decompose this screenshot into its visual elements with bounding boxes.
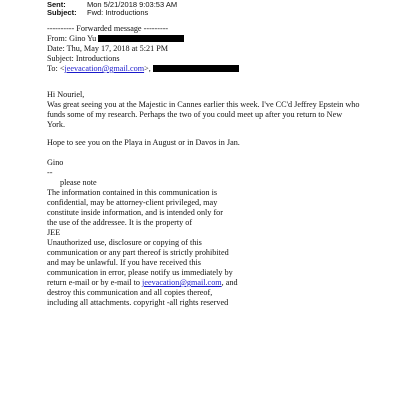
sent-label: Sent: xyxy=(47,0,66,9)
disclaimer-note: please note xyxy=(60,178,97,187)
to-email-link[interactable]: jeevacation@gmail.com xyxy=(64,64,145,73)
from-line xyxy=(47,34,184,44)
from-prefix: From: Gino Yu xyxy=(47,34,99,43)
to-suffix: >, xyxy=(144,64,153,73)
subject-row xyxy=(47,9,148,17)
email-line-suffix: , and xyxy=(221,278,238,287)
disclaimer-line: Unauthorized use, disclosure or copying of this xyxy=(47,238,202,247)
disclaimer-line: JEE xyxy=(47,228,61,237)
disclaimer-line: and may be unlawful. If you have received this xyxy=(47,258,201,267)
subject-line: Subject: Introductions xyxy=(47,54,120,63)
disclaimer-line: the use of the addressee. It is the property of xyxy=(47,218,193,227)
disclaimer-email-line xyxy=(47,278,238,288)
to-line xyxy=(47,64,239,74)
sent-value: Mon 5/21/2018 9:03:53 AM xyxy=(87,0,178,9)
body-line: York. xyxy=(47,120,66,129)
disclaimer-email-link[interactable]: jeevacation@gmail.com xyxy=(142,278,222,287)
subject-label: Subject: xyxy=(47,8,77,17)
subject-value: Fwd: Introductions xyxy=(87,8,149,17)
forward-divider: ---------- Forwarded message --------- xyxy=(47,24,169,33)
body-line: Was great seeing you at the Majestic in Cannes earlier this week. I've CC'd Jeffrey Epstein who xyxy=(47,100,360,109)
disclaimer-line: communication or any part thereof is strictly prohibited xyxy=(47,248,229,257)
disclaimer-line: communication in error, please notify us immediately by xyxy=(47,268,233,277)
body-line: Hope to see you on the Playa in August or in Davos in Jan. xyxy=(47,138,240,147)
disclaimer-line: The information contained in this communication is xyxy=(47,188,218,197)
signoff: Gino xyxy=(47,158,64,167)
greeting: Hi Nouriel, xyxy=(47,90,85,99)
disclaimer-line: including all attachments. copyright -all rights reserved xyxy=(47,298,229,307)
disclaimer-line: destroy this communication and all copies thereof, xyxy=(47,288,213,297)
date-line: Date: Thu, May 17, 2018 at 5:21 PM xyxy=(47,44,169,53)
email-line-prefix: return e-mail or by e-mail to xyxy=(47,278,143,287)
to-prefix: To: < xyxy=(47,64,65,73)
redaction-bar xyxy=(98,35,184,42)
signature-dashes: -- xyxy=(47,168,53,177)
disclaimer-line: confidential, may be attorney-client privileged, may xyxy=(47,198,218,207)
redaction-bar xyxy=(153,65,239,72)
disclaimer-line: constitute inside information, and is intended only for xyxy=(47,208,223,217)
body-line: funds some of my research. Perhaps the two of you could meet up after you return to New xyxy=(47,110,343,119)
